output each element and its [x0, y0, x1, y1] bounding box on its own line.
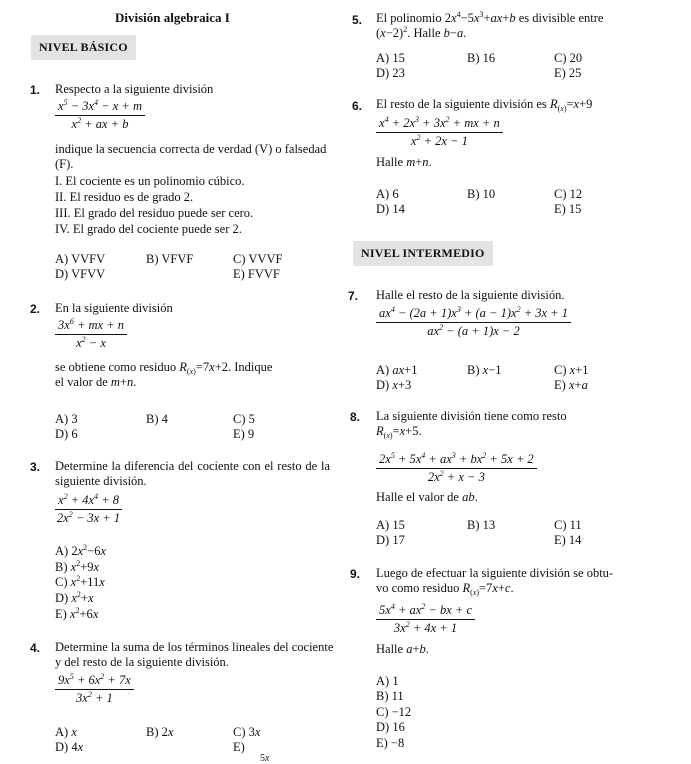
question-stem: Determine la suma de los términos lineales del cociente y del resto de la siguiente división. [55, 640, 334, 669]
option-a[interactable]: A) 15 [376, 518, 405, 532]
option-b[interactable]: B) $x^2+9x$ [55, 559, 100, 574]
question-number: 2. [30, 302, 41, 316]
option-c[interactable]: C) 5 [233, 412, 255, 426]
fraction-expression: $\frac{ax^4 - (2a + 1)x^3 + (a - 1)x^2 + 3x + 1}{ax^2 - (a + 1)x - 2}$ [376, 306, 571, 339]
option-e[interactable]: E) −8 [376, 736, 405, 750]
option-a[interactable]: A) ax+1 [376, 363, 418, 377]
question-ask: Halle el valor de ab. [376, 490, 478, 504]
question-stem: Determine la diferencia del cociente con el resto de la siguiente división. [55, 459, 330, 488]
option-d[interactable]: D) 17 [376, 533, 405, 547]
option-c[interactable]: C) 11 [554, 518, 582, 532]
option-d[interactable]: D) 23 [376, 66, 405, 80]
option-b[interactable]: B) VFVF [146, 252, 194, 266]
option-b[interactable]: B) 11 [376, 689, 404, 703]
option-e[interactable]: E) $_{5x}$ [233, 740, 270, 764]
question-number: 4. [30, 641, 41, 655]
question-number: 1. [30, 83, 41, 97]
option-b[interactable]: B) 10 [467, 187, 496, 201]
option-c[interactable]: C) 12 [554, 187, 583, 201]
question-stem: La siguiente división tiene como resto $R_{(x)}=x+5$. [376, 409, 567, 440]
option-e[interactable]: E) 15 [554, 202, 582, 216]
option-c[interactable]: C) 20 [554, 51, 583, 65]
option-b[interactable]: B) 13 [467, 518, 496, 532]
option-c[interactable]: C) −12 [376, 705, 412, 719]
statement-3: III. El grado del residuo puede ser cero. [55, 206, 254, 220]
question-number: 9. [350, 567, 361, 581]
option-d[interactable]: D) $x^2+x$ [55, 590, 94, 605]
option-a[interactable]: A) x [55, 725, 77, 739]
option-e[interactable]: E) $x^2+6x$ [55, 606, 99, 621]
fraction-expression: $\frac{9x^5 + 6x^2 + 7x}{3x^2 + 1}$ [55, 673, 134, 706]
question-ask: Halle m+n. [376, 155, 432, 169]
option-e[interactable]: E) x+a [554, 378, 588, 392]
question-text: indique la secuencia correcta de verdad (V) o falsedad (F). [55, 142, 327, 171]
question-number: 8. [350, 410, 361, 424]
question-stem: Luego de efectuar la siguiente división se obtu- vo como residuo $R_{(x)}=7x+c$. [376, 566, 614, 597]
question-stem: El polinomio $2x^4-5x^3+ax+b$ es divisible entre $(x-2)^2$. Halle b−a. [376, 10, 604, 40]
option-a[interactable]: A) 3 [55, 412, 78, 426]
option-d[interactable]: D) VFVV [55, 267, 106, 281]
option-b[interactable]: B) 2x [146, 725, 174, 739]
option-d[interactable]: D) 6 [55, 427, 78, 441]
question-stem: El resto de la siguiente división es $R_{(x)}=x+9$ [376, 97, 593, 113]
question-stem: En la siguiente división [55, 301, 173, 315]
option-e[interactable]: E) 25 [554, 66, 582, 80]
question-number: 7. [348, 289, 359, 303]
statement-1: I. El cociente es un polinomio cúbico. [55, 174, 245, 188]
option-c[interactable]: C) 3x [233, 725, 261, 739]
level-basic-badge: NIVEL BÁSICO [31, 35, 136, 60]
option-e[interactable]: E) 14 [554, 533, 582, 547]
option-e[interactable]: E) FVVF [233, 267, 280, 281]
page-title: División algebraica I [115, 10, 230, 25]
question-number: 3. [30, 460, 41, 474]
fraction-expression: $\frac{x^4 + 2x^3 + 3x^2 + mx + n}{x^2 + 2x - 1}$ [376, 116, 503, 149]
fraction-expression: $\frac{x^2 + 4x^4 + 8}{2x^2 - 3x + 1}$ [56, 492, 121, 525]
fraction-expression: $\frac{2x^5 + 5x^4 + ax^3 + bx^2 + 5x + 2}{2x^2 + x - 3}$ [376, 452, 537, 485]
fraction-expression: $\frac{5x^4 + ax^2 - bx + c}{3x^2 + 4x + 1}$ [376, 603, 475, 636]
question-ask: Halle a+b. [376, 642, 429, 656]
option-a[interactable]: A) 1 [376, 674, 399, 688]
option-e[interactable]: E) 9 [233, 427, 255, 441]
fraction-expression: $\frac{3x^6 + mx + n}{x^2 - x}$ [55, 318, 127, 351]
level-intermediate-badge: NIVEL INTERMEDIO [353, 241, 493, 266]
option-c[interactable]: C) x+1 [554, 363, 589, 377]
option-b[interactable]: B) x−1 [467, 363, 502, 377]
option-b[interactable]: B) 4 [146, 412, 168, 426]
option-d[interactable]: D) 16 [376, 720, 405, 734]
question-number: 6. [352, 99, 363, 113]
question-stem: Halle el resto de la siguiente división. [376, 288, 565, 302]
fraction-expression: $\frac{x^5 - 3x^4 - x + m}{x^2 + ax + b}$ [55, 99, 145, 132]
question-stem: Respecto a la siguiente división [55, 82, 214, 96]
option-a[interactable]: A) $2x^2-6x$ [55, 543, 107, 558]
option-d[interactable]: D) 4x [55, 740, 84, 754]
option-c[interactable]: C) $x^2+11x$ [55, 574, 105, 589]
option-a[interactable]: A) 6 [376, 187, 399, 201]
option-c[interactable]: C) VVVF [233, 252, 283, 266]
option-d[interactable]: D) x+3 [376, 378, 412, 392]
option-b[interactable]: B) 16 [467, 51, 496, 65]
question-number: 5. [352, 13, 363, 27]
option-d[interactable]: D) 14 [376, 202, 405, 216]
statement-2: II. El residuo es de grado 2. [55, 190, 194, 204]
option-a[interactable]: A) VVFV [55, 252, 106, 266]
option-a[interactable]: A) 15 [376, 51, 405, 65]
question-text: se obtiene como residuo $R_{(x)}=7x+2$. Indique el valor de m+n. [55, 360, 273, 389]
statement-4: IV. El grado del cociente puede ser 2. [55, 222, 242, 236]
